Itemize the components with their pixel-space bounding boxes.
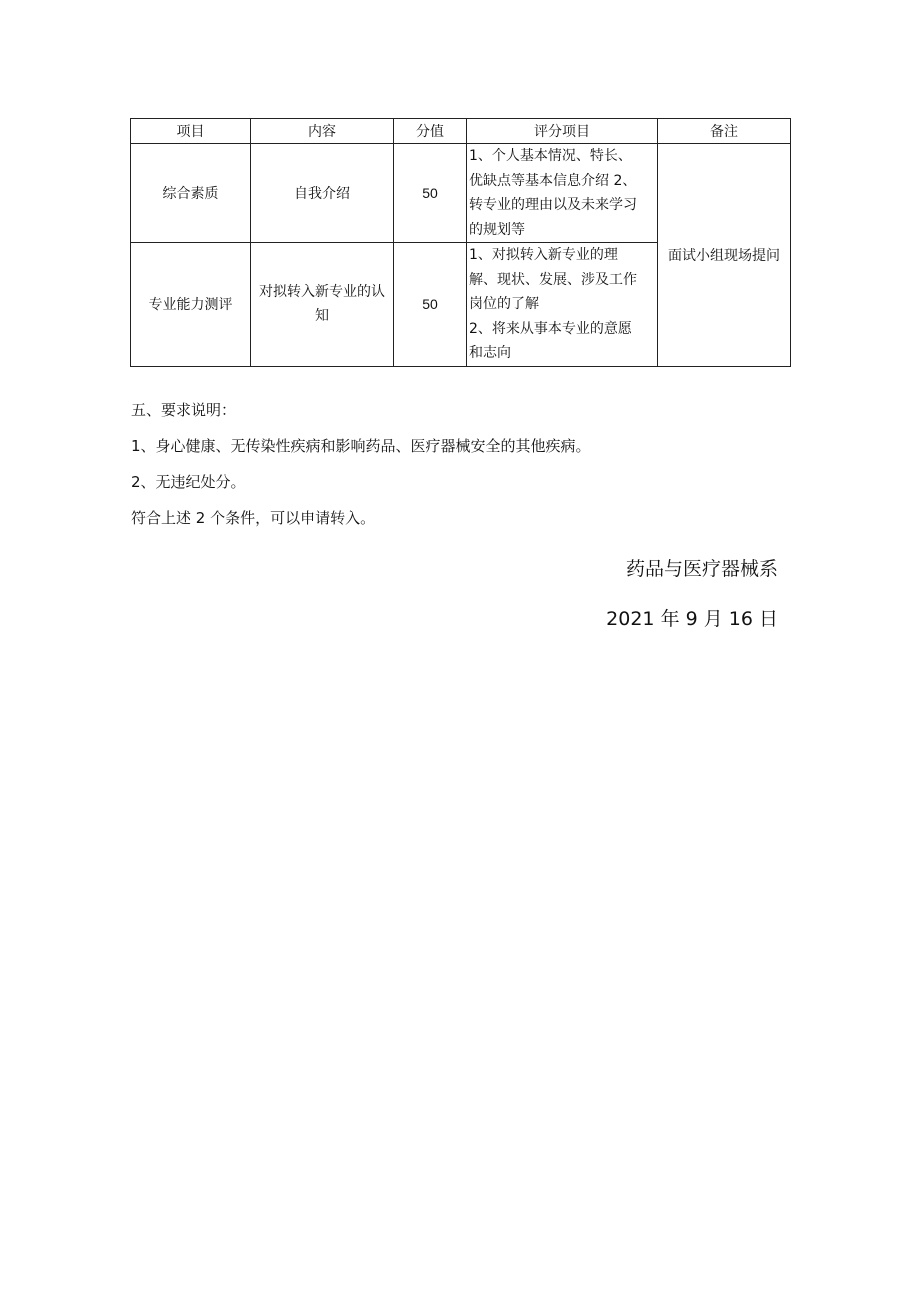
header-criteria: 评分项目: [467, 119, 658, 144]
content-line: 知: [315, 308, 329, 325]
table-row: [131, 144, 791, 243]
criteria-line: 优缺点等基本信息介绍 2、: [469, 172, 637, 189]
header-remark: 备注: [658, 119, 791, 144]
scoring-table: [130, 118, 791, 367]
requirement-item: 1、身心健康、无传染性疾病和影响药品、医疗器械安全的其他疾病。: [131, 437, 591, 455]
criteria-line: 2、将来从事本专业的意愿: [469, 320, 632, 337]
criteria-line: 岗位的了解: [469, 296, 539, 312]
header-content: 内容: [251, 119, 394, 144]
criteria-line: 和志向: [469, 345, 511, 361]
criteria-line: 解、现状、发展、涉及工作: [469, 271, 637, 288]
criteria-line: 的规划等: [469, 221, 525, 238]
header-score: 分值: [394, 119, 467, 144]
row-score: 50: [394, 243, 467, 367]
row-criteria: [467, 144, 658, 243]
row-remark: 面试小组现场提问: [658, 144, 791, 367]
row-content: [251, 243, 394, 367]
signature-department: 药品与医疗器械系: [625, 558, 778, 580]
row-criteria: [467, 243, 658, 367]
signature-date: 2021 年 9 月 16 日: [606, 608, 778, 630]
criteria-line: 1、个人基本情况、特长、: [469, 148, 632, 164]
row-score: 50: [394, 144, 467, 243]
content-line: 对拟转入新专业的认: [259, 284, 385, 301]
row-content: 自我介绍: [251, 144, 394, 243]
header-item: 项目: [131, 119, 251, 144]
criteria-line: 转专业的理由以及未来学习: [469, 197, 637, 213]
requirements-section: [131, 398, 591, 542]
criteria-line: 1、对拟转入新专业的理: [469, 247, 618, 263]
requirement-conclusion: 符合上述 2 个条件，可以申请转入。: [131, 509, 376, 527]
table-header-row: [131, 119, 791, 144]
requirements-heading: 五、要求说明：: [131, 401, 237, 419]
row-item: 综合素质: [131, 144, 251, 243]
row-item: 专业能力测评: [131, 243, 251, 367]
requirement-item: 2、无违纪处分。: [131, 473, 246, 491]
